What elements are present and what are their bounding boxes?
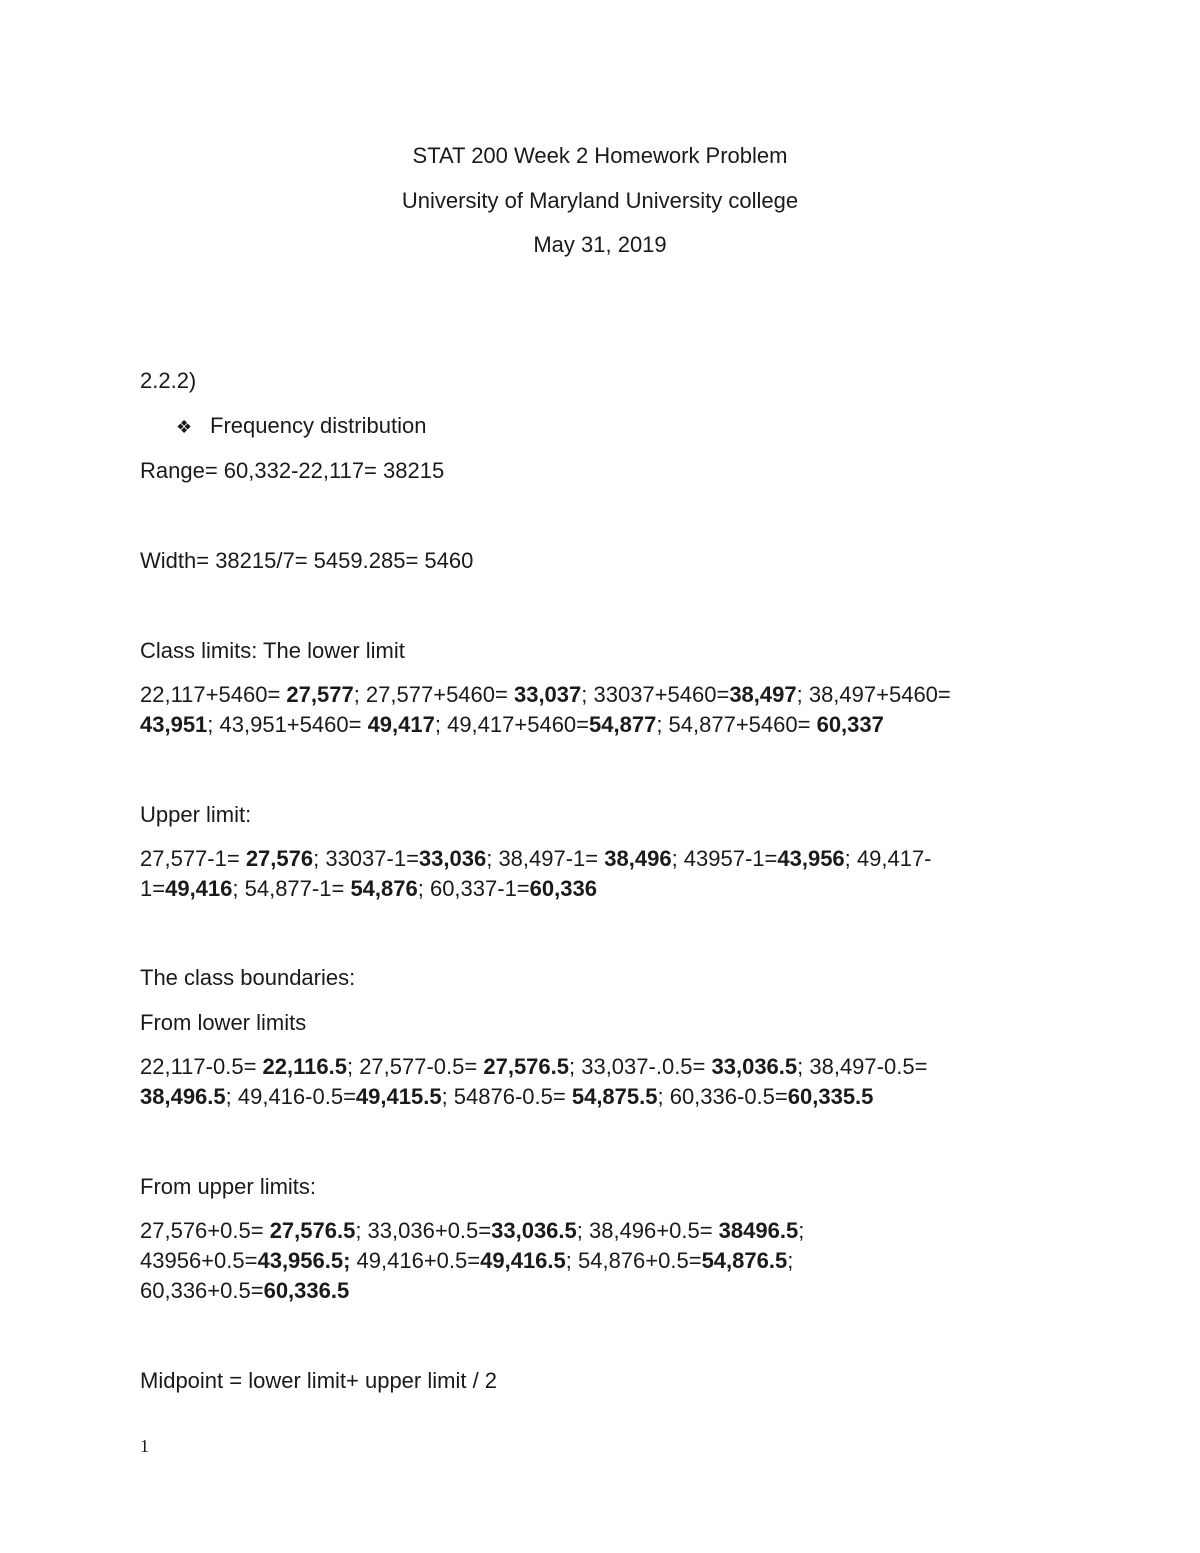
upper-limits-line: [140, 874, 1030, 904]
result-value: 33,036.5: [711, 1054, 798, 1079]
result-value: 54,876: [350, 876, 418, 901]
calculation-text: ; 60,337-1=: [417, 876, 530, 901]
from-upper-line: [140, 1276, 1030, 1306]
result-value: 27,576.5: [269, 1218, 356, 1243]
document-title: STAT 200 Week 2 Homework Problem: [412, 143, 788, 168]
calculation-text: ; 49,417-: [844, 846, 932, 871]
from-lower-line: [140, 1052, 1030, 1082]
calculation-text: 49,416+0.5=: [350, 1248, 481, 1273]
result-value: 33,036: [418, 846, 487, 871]
diamond-bullet-icon: ❖: [176, 417, 193, 437]
calculation-text: ; 27,577+5460=: [353, 682, 514, 707]
result-value: 54,877: [589, 712, 657, 737]
result-value: 49,417: [367, 712, 435, 737]
result-value: 43,956: [777, 846, 845, 871]
calculation-text: ; 38,497+5460=: [796, 682, 951, 707]
result-value: 38,497: [729, 682, 797, 707]
calculation-text: ; 33037+5460=: [581, 682, 730, 707]
result-value: 27,577: [286, 682, 354, 707]
calculation-text: ; 54,877+5460=: [656, 712, 817, 737]
calculation-text: ; 38,497-0.5=: [797, 1054, 928, 1079]
calculation-text: ; 43957-1=: [671, 846, 778, 871]
calculation-text: 22,117-0.5=: [140, 1054, 263, 1079]
calculation-text: ; 54,876+0.5=: [565, 1248, 702, 1273]
result-value: 60,337: [816, 712, 884, 737]
width-line: Width= 38215/7= 5459.285= 5460: [140, 548, 474, 573]
calculation-text: 27,577-1=: [140, 846, 246, 871]
calculation-text: ;: [798, 1218, 805, 1243]
from-upper-line: [140, 1246, 1030, 1276]
page-number: 1: [140, 1436, 149, 1456]
calculation-text: ; 43,951+5460=: [207, 712, 368, 737]
calculation-text: ;: [787, 1248, 794, 1273]
calculation-text: ; 54876-0.5=: [441, 1084, 572, 1109]
calculation-text: ; 49,416-0.5=: [225, 1084, 356, 1109]
result-value: 27,576.5: [483, 1054, 569, 1079]
result-value: 43,951: [140, 712, 208, 737]
institution-name: University of Maryland University college: [401, 188, 799, 213]
midpoint-line: Midpoint = lower limit+ upper limit / 2: [140, 1368, 498, 1393]
calculation-text: 1=: [140, 876, 166, 901]
result-value: 38,496.5: [140, 1084, 226, 1109]
result-value: 49,416: [165, 876, 233, 901]
lower-limits-line: [140, 710, 1030, 740]
calculation-text: ; 49,417+5460=: [434, 712, 590, 737]
result-value: 54,876.5: [701, 1248, 788, 1273]
result-value: 54,875.5: [571, 1084, 658, 1109]
from-lower-line: [140, 1082, 1030, 1112]
from-upper-heading: From upper limits:: [140, 1174, 317, 1199]
calculation-text: ; 27,577-0.5=: [346, 1054, 484, 1079]
calculation-text: ; 33,037-.0.5=: [569, 1054, 712, 1079]
calculation-text: ; 54,877-1=: [232, 876, 351, 901]
result-value: 33,037: [513, 682, 582, 707]
calculation-text: ; 60,336-0.5=: [657, 1084, 788, 1109]
upper-limits-line: [140, 844, 1030, 874]
bullet-item: [176, 411, 1066, 442]
calculation-text: 60,336+0.5=: [140, 1278, 264, 1303]
result-value: 38496.5: [718, 1218, 799, 1243]
lower-limits-line: [140, 680, 1030, 710]
calculation-text: 27,576+0.5=: [140, 1218, 270, 1243]
upper-limit-heading: Upper limit:: [140, 802, 252, 827]
result-value: 33,036.5: [491, 1218, 577, 1243]
calculation-text: 43956+0.5=: [140, 1248, 258, 1273]
calculation-text: ; 38,497-1=: [486, 846, 605, 871]
calculation-text: 22,117+5460=: [140, 682, 287, 707]
calculation-text: ; 33037-1=: [313, 846, 419, 871]
result-value: 27,576: [245, 846, 314, 871]
from-lower-heading: From lower limits: [140, 1010, 307, 1035]
document-date: May 31, 2019: [533, 232, 667, 257]
result-value: 60,336: [529, 876, 597, 901]
boundaries-heading: The class boundaries:: [140, 965, 356, 990]
result-value: 49,416.5: [480, 1248, 566, 1273]
result-value: 22,116.5: [262, 1054, 347, 1079]
range-line: Range= 60,332-22,117= 38215: [140, 458, 445, 483]
from-upper-line: [140, 1216, 1030, 1246]
class-limits-heading: Class limits: The lower limit: [140, 638, 405, 663]
result-value: 60,335.5: [787, 1084, 874, 1109]
problem-number: 2.2.2): [140, 368, 197, 393]
calculation-text: ; 33,036+0.5=: [355, 1218, 492, 1243]
result-value: 49,415.5: [355, 1084, 442, 1109]
calculation-text: ; 38,496+0.5=: [576, 1218, 719, 1243]
result-value: 60,336.5: [263, 1278, 350, 1303]
result-value: 43,956.5;: [257, 1248, 351, 1273]
bullet-text: Frequency distribution: [210, 413, 427, 438]
result-value: 38,496: [604, 846, 672, 871]
